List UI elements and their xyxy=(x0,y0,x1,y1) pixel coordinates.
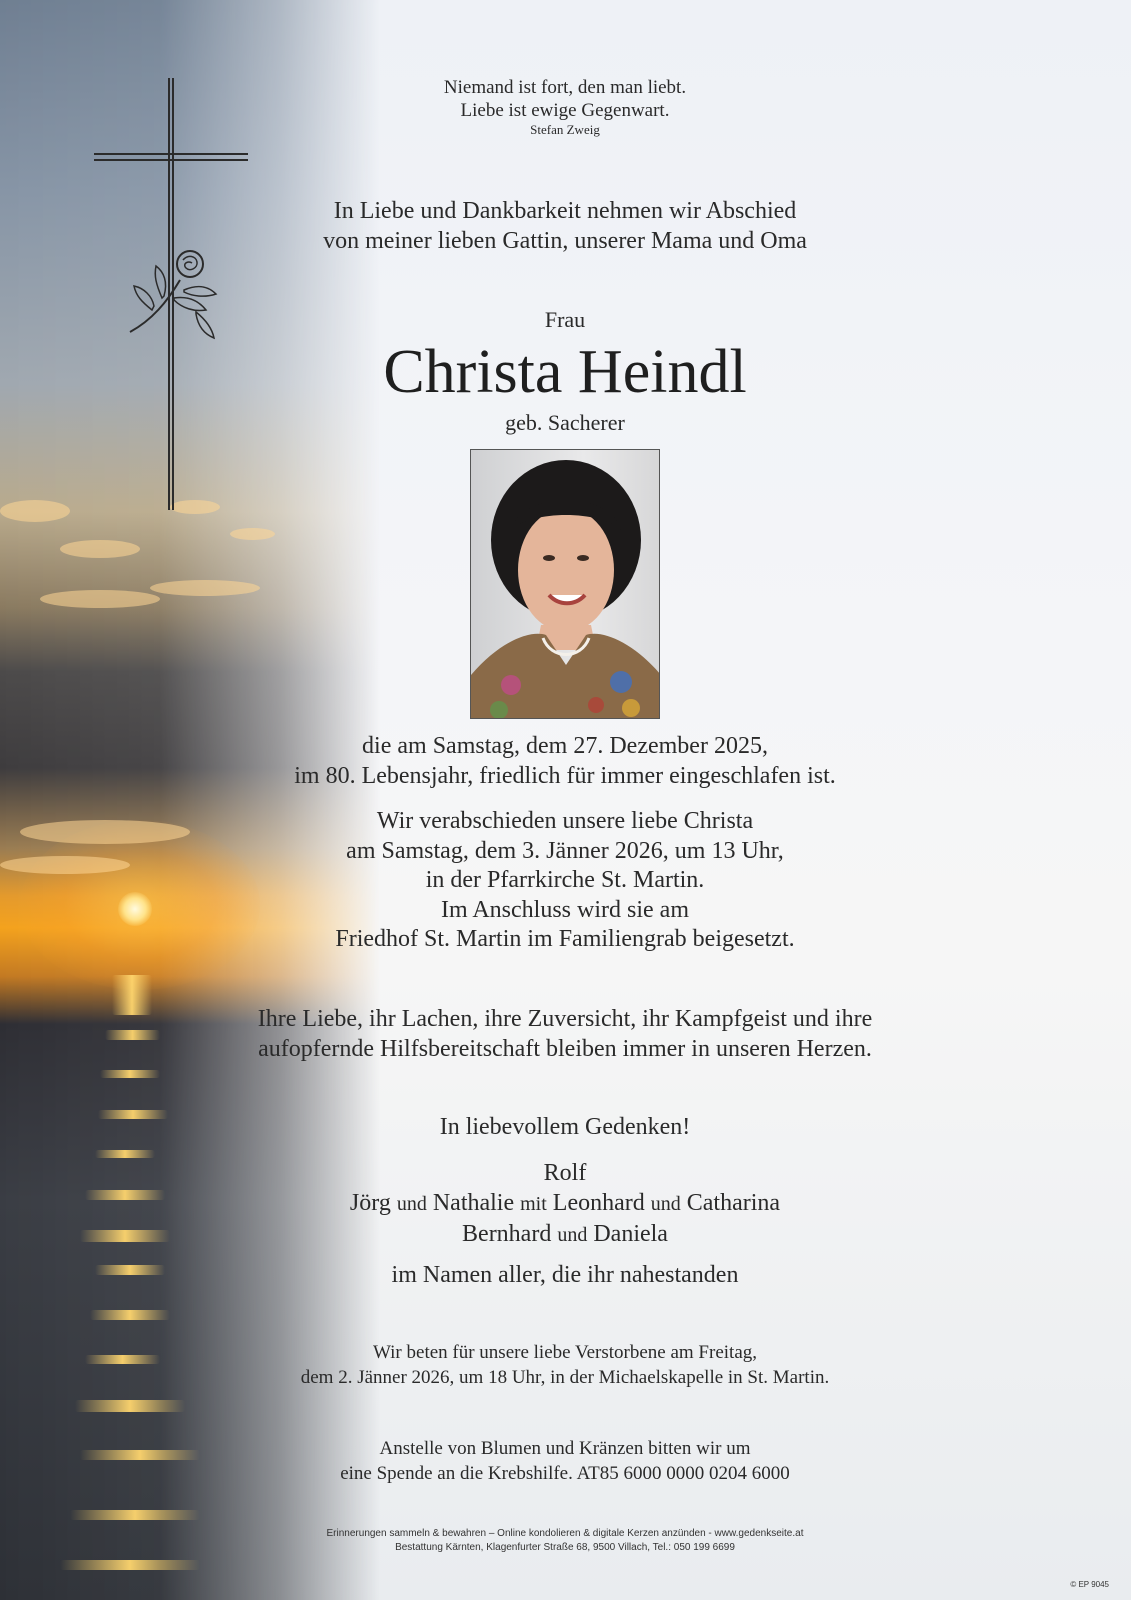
sun-reflection xyxy=(60,1560,200,1570)
cloud xyxy=(230,528,275,540)
mourner-name: Jörg xyxy=(349,1190,391,1216)
death-notice xyxy=(200,731,930,791)
intro-line: In Liebe und Dankbarkeit nehmen wir Abschied xyxy=(333,198,797,224)
cross-icon-bar xyxy=(94,153,248,161)
sun-reflection xyxy=(95,1265,165,1275)
cloud xyxy=(0,500,70,522)
funeral-line: am Samstag, dem 3. Jänner 2026, um 13 Uhr, xyxy=(346,837,784,864)
death-line: im 80. Lebensjahr, friedlich für immer eingeschlafen ist. xyxy=(294,763,836,789)
sun-reflection xyxy=(85,1355,160,1364)
mourners-list xyxy=(200,1158,930,1250)
cloud xyxy=(170,500,220,514)
prayer-notice xyxy=(200,1340,930,1390)
connector-word: mit xyxy=(520,1193,547,1215)
death-line: die am Samstag, dem 27. Dezember 2025, xyxy=(362,733,768,759)
donation-notice xyxy=(200,1436,930,1486)
cloud xyxy=(0,856,130,874)
footer-line: Bestattung Kärnten, Klagenfurter Straße 68, 9500 Villach, Tel.: 050 199 6699 xyxy=(395,1542,735,1553)
portrait-photo xyxy=(470,449,660,719)
mourner-name: Daniela xyxy=(593,1221,668,1247)
sun-reflection xyxy=(85,1190,165,1200)
sun xyxy=(118,892,152,926)
funeral-line: in der Pfarrkirche St. Martin. xyxy=(425,867,705,893)
quote-line: Liebe ist ewige Gegenwart. xyxy=(460,100,670,121)
mourner-name: Catharina xyxy=(686,1190,781,1216)
salutation: Frau xyxy=(544,307,586,332)
funeral-line: Friedhof St. Martin im Familiengrab beigesetzt. xyxy=(335,926,795,952)
footer-line: Erinnerungen sammeln & bewahren – Online kondolieren & digitale Kerzen anzünden - www.gedenkseite.at xyxy=(326,1528,804,1539)
intro-line: von meiner lieben Gattin, unserer Mama und Oma xyxy=(323,228,807,254)
prayer-line: dem 2. Jänner 2026, um 18 Uhr, in der Michaelskapelle in St. Martin. xyxy=(300,1367,830,1388)
funeral-line: Wir verabschieden unsere liebe Christa xyxy=(376,808,754,834)
rose-icon xyxy=(122,240,232,350)
deceased-name: Christa Heindl xyxy=(383,338,747,406)
memory-line: aufopfernde Hilfsbereitschaft bleiben immer in unseren Herzen. xyxy=(258,1036,872,1062)
sun-reflection xyxy=(90,1310,170,1320)
footer xyxy=(200,1527,930,1555)
quote xyxy=(200,76,930,122)
birth-name: geb. Sacherer xyxy=(505,410,625,435)
mourner-name: Nathalie xyxy=(432,1190,515,1216)
mourner-line xyxy=(200,1219,930,1250)
funeral-line: Im Anschluss wird sie am xyxy=(441,896,689,923)
donation-line: Anstelle von Blumen und Kränzen bitten wir um xyxy=(379,1438,751,1459)
prayer-line: Wir beten für unsere liebe Verstorbene am Freitag, xyxy=(372,1342,758,1363)
mourner-name: Bernhard xyxy=(462,1221,552,1247)
mourner-line xyxy=(200,1188,930,1219)
farewell-intro xyxy=(200,196,930,256)
funeral-info xyxy=(200,807,930,955)
mourners-closing: im Namen aller, die ihr nahestanden xyxy=(391,1262,739,1288)
donation-line: eine Spende an die Krebshilfe. AT85 6000 0000 0204 6000 xyxy=(340,1463,790,1484)
connector-word: und xyxy=(650,1193,681,1215)
cloud xyxy=(20,820,190,844)
mourner-line: Rolf xyxy=(543,1160,587,1186)
connector-word: und xyxy=(557,1224,588,1246)
print-code: © EP 9045 xyxy=(1070,1580,1109,1589)
sun-reflection xyxy=(112,975,152,1015)
sun-reflection xyxy=(80,1230,170,1242)
sun-reflection xyxy=(80,1450,200,1460)
sun-reflection xyxy=(100,1070,160,1078)
cloud xyxy=(150,580,260,596)
sun-reflection xyxy=(98,1110,168,1119)
quote-author: Stefan Zweig xyxy=(530,122,600,137)
memory-line: Ihre Liebe, ihr Lachen, ihre Zuversicht, ihr Kampfgeist und ihre xyxy=(257,1006,873,1032)
sun-reflection xyxy=(75,1400,185,1412)
connector-word: und xyxy=(396,1193,427,1215)
mourners-heading: In liebevollem Gedenken! xyxy=(439,1114,691,1140)
quote-line: Niemand ist fort, den man liebt. xyxy=(443,77,687,98)
sun-reflection xyxy=(105,1030,160,1040)
memorial-text xyxy=(200,1004,930,1064)
cloud xyxy=(60,540,140,558)
sun-reflection xyxy=(70,1510,200,1520)
cloud xyxy=(40,590,160,608)
sun-reflection xyxy=(95,1150,155,1158)
mourner-name: Leonhard xyxy=(552,1190,645,1216)
